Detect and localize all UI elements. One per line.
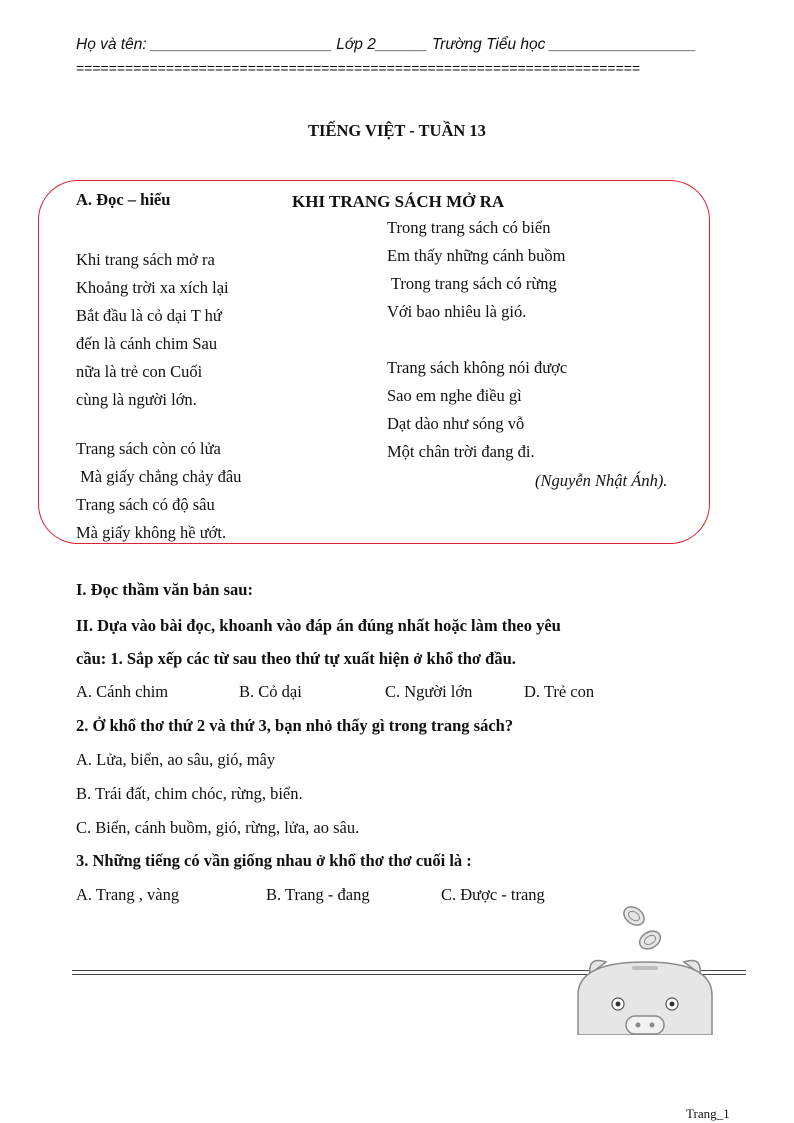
poem-line: Trong trang sách có biển — [387, 218, 551, 237]
poem-right-stanza-1 — [387, 214, 566, 326]
poem-title: KHI TRANG SÁCH MỞ RA — [292, 192, 505, 211]
q1-option-c[interactable]: C. Người lớn — [385, 682, 473, 701]
part1-heading: I. Đọc thầm văn bản sau: — [76, 580, 253, 599]
poem-right-stanza-2 — [387, 354, 567, 466]
poem-line: Trang sách không nói được — [387, 358, 568, 377]
poem-line: Trang sách còn có lửa — [76, 439, 221, 458]
poem-line: Với bao nhiêu là gió. — [387, 302, 527, 321]
poem-line: Sao em nghe điều gì — [387, 386, 522, 405]
q2-option-c[interactable]: C. Biển, cánh buồm, gió, rừng, lửa, ao sâu. — [76, 818, 360, 837]
question-2: 2. Ở khổ thơ thứ 2 và thứ 3, bạn nhỏ thấy gì trong trang sách? — [76, 716, 514, 735]
poem-line: nữa là trẻ con Cuối — [76, 362, 203, 381]
q1-option-b[interactable]: B. Cỏ dại — [239, 682, 302, 701]
student-info-line: Họ và tên: _____________________ Lớp 2______ Trường Tiểu học _________________ — [76, 36, 697, 53]
part2-instruction-line1: II. Dựa vào bài đọc, khoanh vào đáp án đúng nhất hoặc làm theo yêu — [76, 616, 561, 635]
poem-line: đến là cánh chim Sau — [76, 334, 218, 353]
poem-author: (Nguyễn Nhật Ánh). — [535, 471, 668, 490]
q2-option-a[interactable]: A. Lửa, biển, ao sâu, gió, mây — [76, 750, 276, 769]
q3-option-b[interactable]: B. Trang - đang — [266, 885, 370, 904]
question-3: 3. Những tiếng có vần giống nhau ở khổ thơ thơ cuối là : — [76, 851, 472, 870]
page-number: Trang_1 — [686, 1106, 730, 1121]
poem-left-stanza-1 — [76, 246, 229, 414]
poem-line: Em thấy những cánh buồm — [387, 246, 566, 265]
poem-line: Trong trang sách có rừng — [387, 274, 557, 293]
poem-line: Bắt đầu là cỏ dại T hứ — [76, 306, 222, 325]
q3-option-c[interactable]: C. Được - trang — [441, 885, 545, 904]
poem-line: Trang sách có độ sâu — [76, 495, 215, 514]
poem-line: Khoảng trời xa xích lại — [76, 278, 229, 297]
poem-line: Khi trang sách mở ra — [76, 250, 215, 269]
q2-option-b[interactable]: B. Trái đất, chim chóc, rừng, biển. — [76, 784, 303, 803]
q1-option-d[interactable]: D. Trẻ con — [524, 682, 595, 701]
coin-icon — [620, 903, 647, 929]
q1-option-a[interactable]: A. Cánh chim — [76, 682, 169, 701]
part2-instruction-line2: cầu: 1. Sắp xếp các từ sau theo thứ tự xuất hiện ở khổ thơ đầu. — [76, 649, 516, 668]
coin-icon — [636, 928, 663, 953]
poem-left-stanza-2 — [76, 435, 241, 547]
poem-line: Mà giấy không hề ướt. — [76, 523, 227, 542]
section-label: A. Đọc – hiểu — [76, 190, 171, 209]
q3-option-a[interactable]: A. Trang , vàng — [76, 885, 180, 904]
poem-line: Dạt dào như sóng vỗ — [387, 414, 525, 433]
poem-line: Một chân trời đang đi. — [387, 442, 535, 461]
page-title: TIẾNG VIỆT - TUẦN 13 — [308, 121, 486, 140]
piggy-bank-icon — [570, 900, 720, 1035]
header-separator: ===================================================================== — [76, 60, 641, 76]
poem-line: cùng là người lớn. — [76, 390, 197, 409]
poem-line: Mà giấy chẳng chảy đâu — [76, 467, 242, 486]
